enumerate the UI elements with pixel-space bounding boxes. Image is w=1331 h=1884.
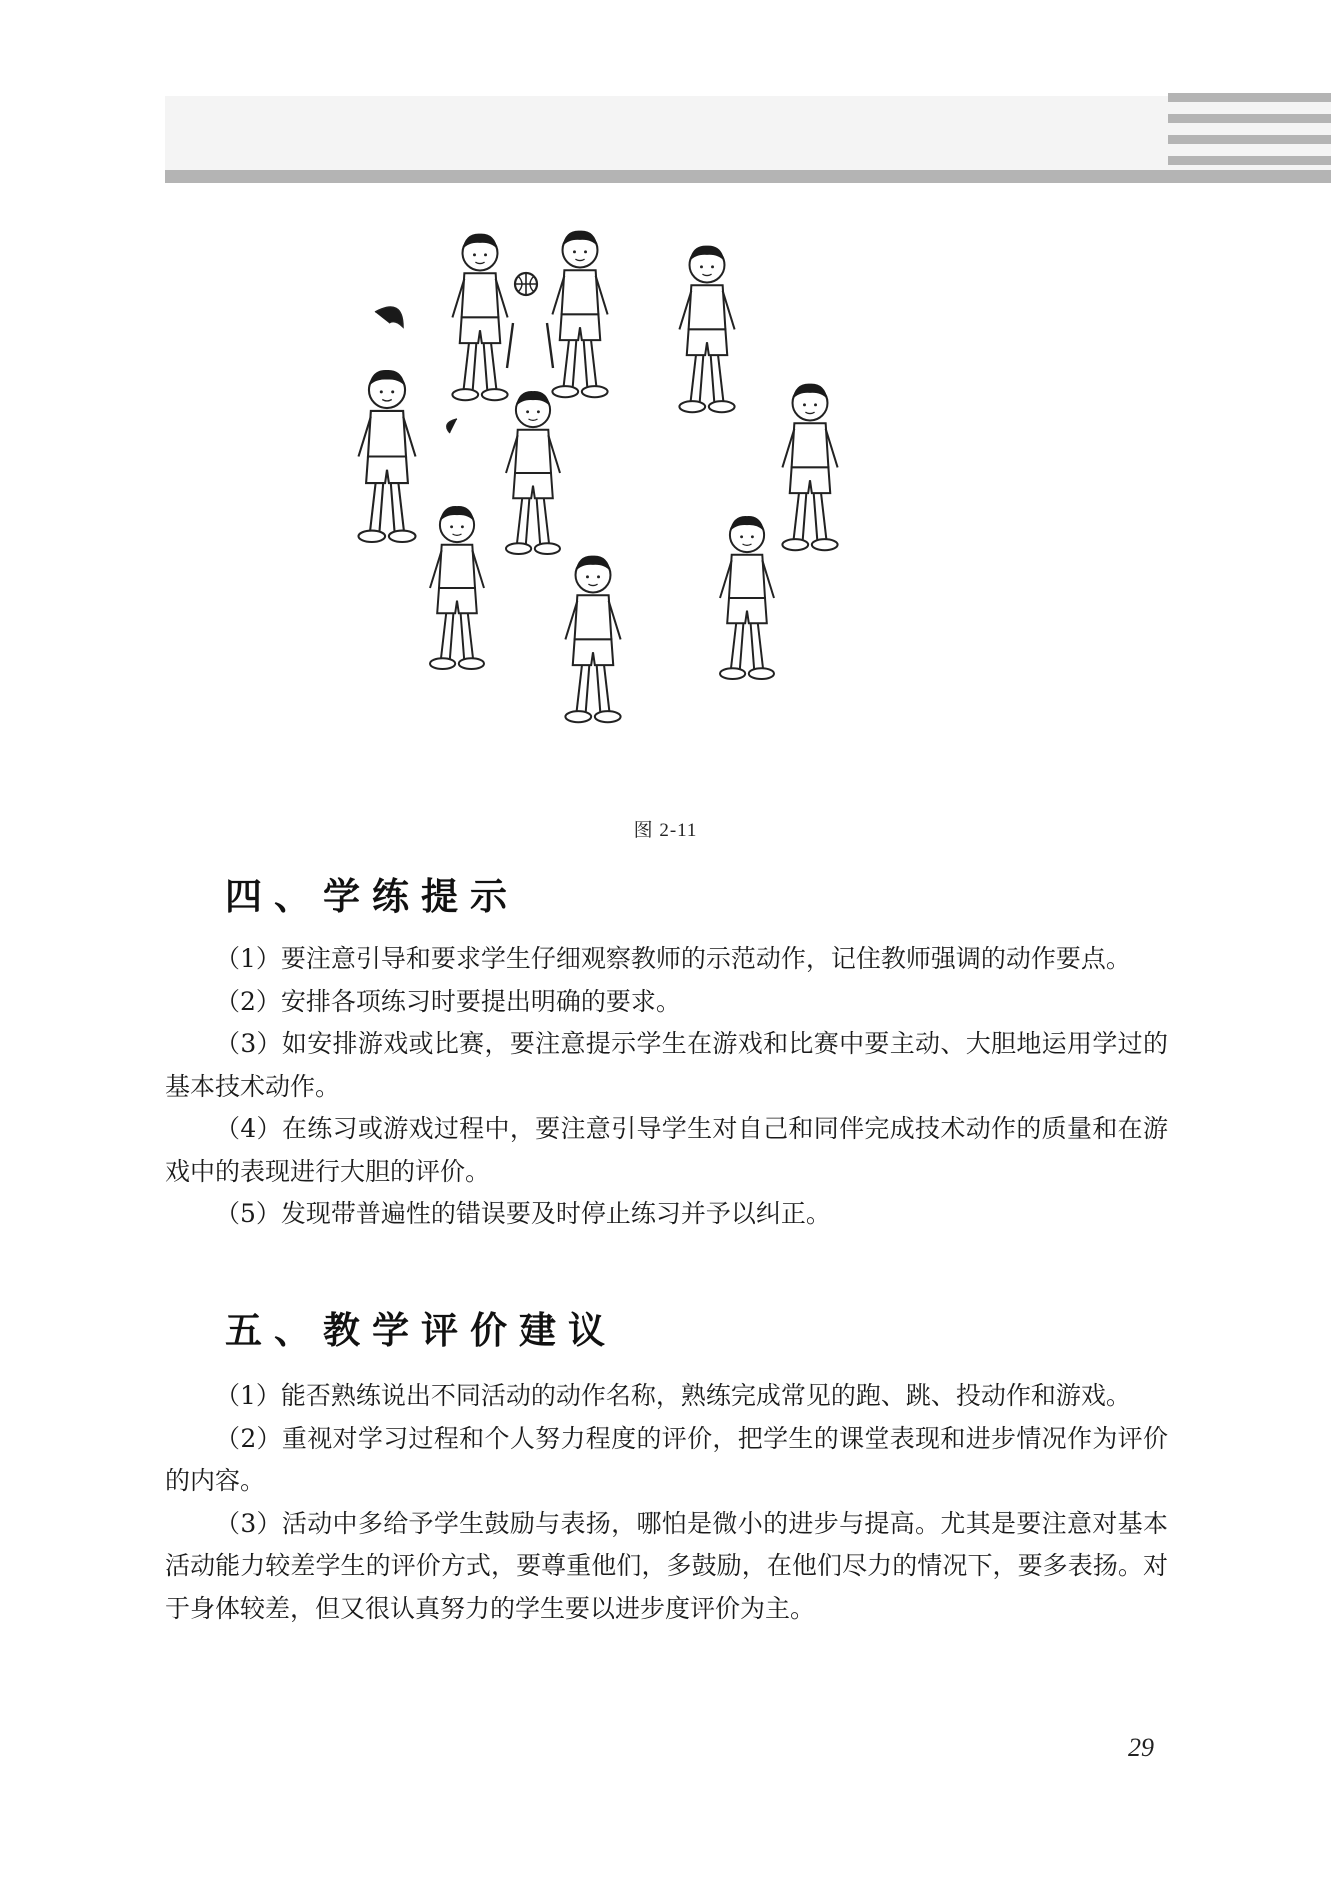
list-item: （3）如安排游戏或比赛，要注意提示学生在游戏和比赛中要主动、大胆地运用学过的基本技术动作。	[165, 1029, 1168, 1101]
header-band	[165, 96, 1331, 170]
child-figure	[452, 234, 507, 401]
section-heading-study-tips: 四、学练提示	[225, 874, 519, 918]
header-rule	[165, 170, 1331, 183]
section-body-evaluation	[165, 1375, 1168, 1630]
section-body-study-tips	[165, 938, 1168, 1236]
child-figure	[506, 391, 560, 554]
child-figure	[679, 246, 734, 413]
section-heading-evaluation: 五、教学评价建议	[225, 1308, 617, 1352]
figure-illustration	[345, 215, 985, 793]
list-item: （1）能否熟练说出不同活动的动作名称，熟练完成常见的跑、跳、投动作和游戏。	[215, 1381, 1131, 1410]
child-figure	[782, 384, 837, 551]
list-item: （2）安排各项练习时要提出明确的要求。	[215, 986, 681, 1016]
list-item: （3）活动中多给予学生鼓励与表扬，哪怕是微小的进步与提高。尤其是要注意对基本活动能力较差学生的评价方式，要尊重他们，多鼓励，在他们尽力的情况下，要多表扬。对于身体较差，但又很认真努力的学生要以进步度评价为主。	[165, 1508, 1168, 1623]
child-figure	[565, 556, 620, 723]
page-number: 29	[1128, 1733, 1154, 1762]
child-figure	[359, 370, 416, 542]
header-stripes	[1168, 93, 1331, 165]
list-item: （5）发现带普遍性的错误要及时停止练习并予以纠正。	[215, 1199, 831, 1228]
basketball-icon	[515, 273, 537, 295]
list-item: （1）要注意引导和要求学生仔细观察教师的示范动作，记住教师强调的动作要点。	[215, 944, 1131, 973]
list-item: （2）重视对学习过程和个人努力程度的评价，把学生的课堂表现和进步情况作为评价的内容。	[165, 1423, 1168, 1495]
children-ball-game-illustration	[345, 215, 985, 793]
child-figure	[720, 516, 774, 679]
figure-caption: 图 2-11	[633, 820, 698, 841]
child-figure	[552, 231, 607, 398]
list-item: （4）在练习或游戏过程中，要注意引导学生对自己和同伴完成技术动作的质量和在游戏中的表现进行大胆的评价。	[165, 1114, 1168, 1186]
child-figure	[430, 506, 484, 669]
